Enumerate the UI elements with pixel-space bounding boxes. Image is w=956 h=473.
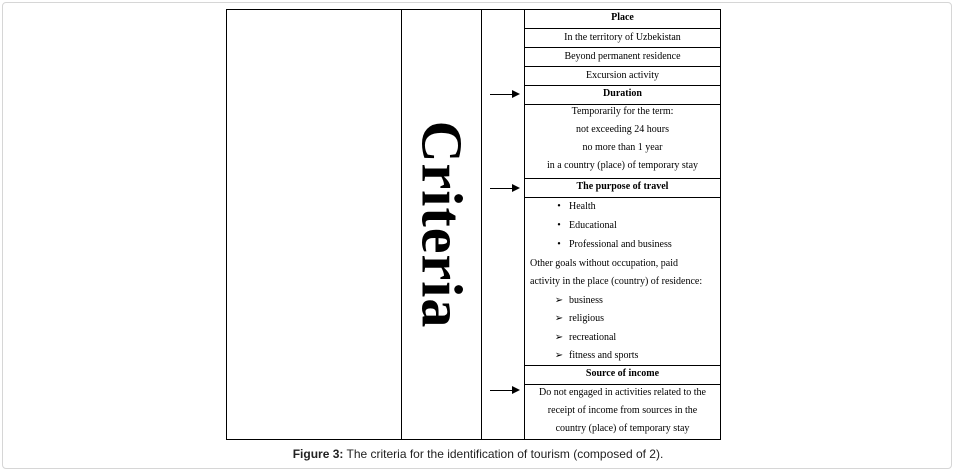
criteria-label-container bbox=[401, 9, 482, 440]
purpose-bullet-item: • Educational bbox=[557, 220, 617, 231]
place-row: Beyond permanent residence bbox=[525, 47, 720, 66]
arrow-column bbox=[481, 9, 525, 440]
income-cell bbox=[525, 384, 720, 441]
place-header: Place bbox=[611, 12, 634, 23]
arrow-right-icon bbox=[490, 386, 520, 396]
duration-line: not exceeding 24 hours bbox=[575, 124, 670, 135]
purpose-text-line: Other goals without occupation, paid bbox=[530, 258, 679, 269]
duration-line: Temporarily for the term: bbox=[571, 106, 674, 117]
purpose-sub-item: ➢ fitness and sports bbox=[554, 350, 639, 361]
income-line: Do not engaged in activities related to the bbox=[539, 387, 706, 398]
caption-label: Figure 3: bbox=[292, 447, 344, 461]
income-line: receipt of income from sources in the bbox=[547, 405, 698, 416]
purpose-sub-item: ➢ recreational bbox=[554, 332, 617, 343]
place-row: Excursion activity bbox=[525, 66, 720, 85]
duration-line: no more than 1 year bbox=[582, 142, 663, 153]
purpose-bullet-item: • Health bbox=[557, 201, 596, 212]
purpose-cell bbox=[525, 197, 720, 366]
arrow-right-icon bbox=[490, 90, 520, 100]
figure-caption bbox=[0, 447, 956, 461]
duration-header: Duration bbox=[525, 85, 720, 104]
purpose-sub-item: ➢ business bbox=[554, 295, 603, 306]
caption-text: The criteria for the identification of tourism (composed of 2). bbox=[343, 447, 664, 461]
income-line: country (place) of temporary stay bbox=[555, 423, 690, 434]
empty-column bbox=[226, 9, 402, 440]
criteria-table bbox=[524, 9, 721, 440]
purpose-sub-item: ➢ religious bbox=[554, 313, 604, 324]
purpose-bullet-item: • Professional and business bbox=[557, 239, 672, 250]
purpose-text-line: activity in the place (country) of residence: bbox=[530, 276, 703, 287]
purpose-header: The purpose of travel bbox=[525, 178, 720, 198]
income-header: Source of income bbox=[525, 365, 720, 385]
criteria-label: Criteria bbox=[409, 120, 475, 329]
duration-line: in a country (place) of temporary stay bbox=[546, 160, 699, 171]
arrow-right-icon bbox=[490, 184, 520, 194]
duration-cell bbox=[525, 104, 720, 179]
place-row: In the territory of Uzbekistan bbox=[525, 28, 720, 47]
